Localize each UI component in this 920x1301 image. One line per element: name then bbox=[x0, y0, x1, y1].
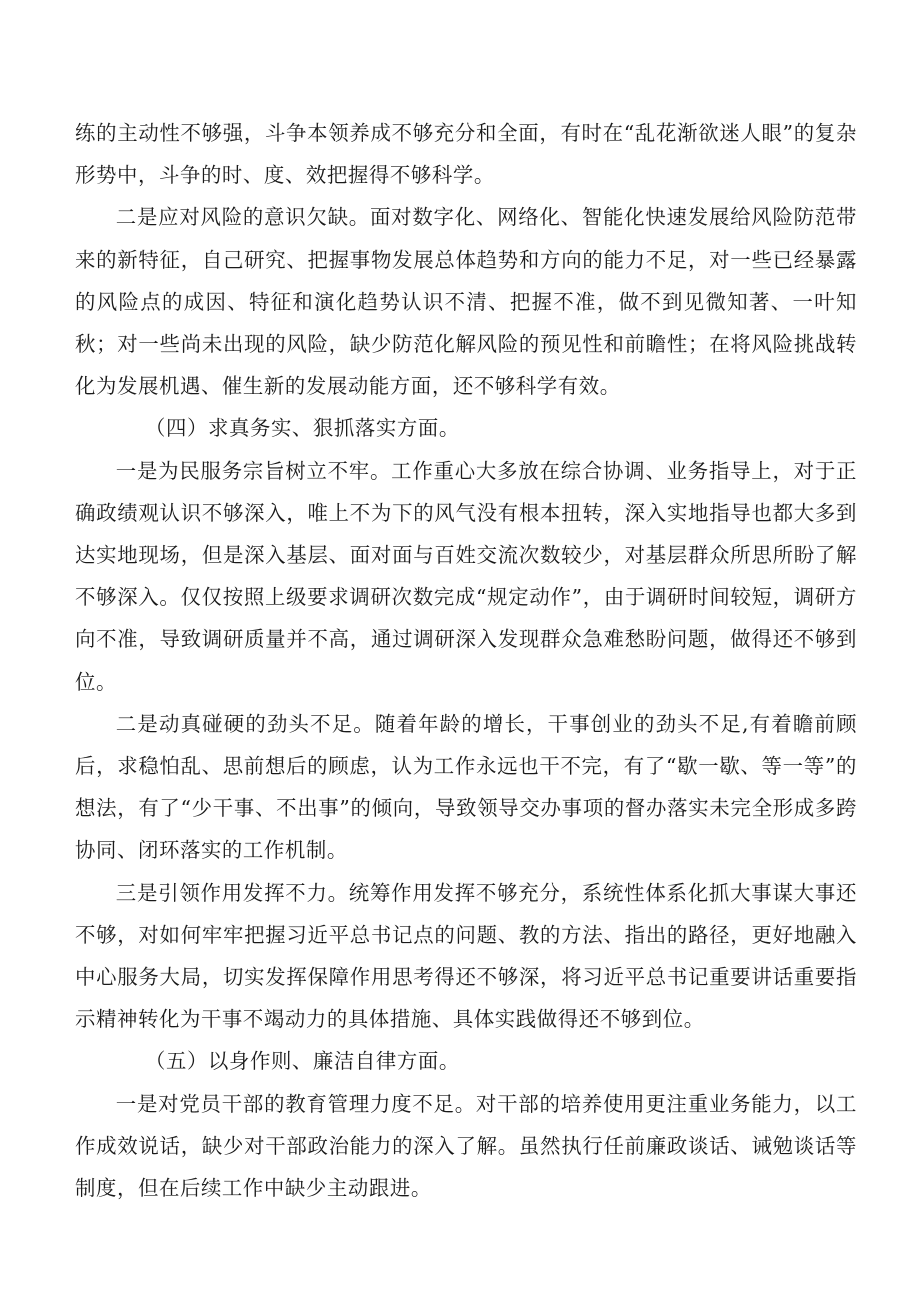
section-heading-five: （五）以身作则、廉洁自律方面。 bbox=[145, 1049, 460, 1074]
document-page bbox=[75, 112, 857, 1209]
paragraph-risk-awareness: 二是应对风险的意识欠缺。面对数字化、网络化、智能化快速发展给风险防范带来的新特征，自己研究、把握事物发展总体趋势和方向的能力不足，对一些已经暴露的风险点的成因、特征和演化趋势认识不清、把握不准，做不到见微知著、一叶知秋；对一些尚未出现的风险，缺少防范化解风险的预见性和前瞻性；在将风险挑战转化为发展机遇、催生新的发展动能方面，还不够科学有效。 bbox=[75, 205, 857, 399]
paragraph-continuation: 练的主动性不够强，斗争本领养成不够充分和全面，有时在“乱花渐欲迷人眼”的复杂形势中，斗争的时、度、效把握得不够科学。 bbox=[75, 121, 857, 188]
paragraph-drive-lacking: 二是动真碰硬的劲头不足。随着年龄的增长，干事创业的劲头不足,有着瞻前顾后，求稳怕乱、思前想后的顾虑，认为工作永远也干不完，有了“歇一歇、等一等”的想法，有了“少干事、不出事”的倾向，导致领导交办事项的督办落实未完全形成多跨协同、闭环落实的工作机制。 bbox=[75, 711, 857, 863]
paragraph-leading-role: 三是引领作用发挥不力。统筹作用发挥不够充分，系统性体系化抓大事谋大事还不够，对如何牢牢把握习近平总书记点的问题、教的方法、指出的路径，更好地融入中心服务大局，切实发挥保障作用思考得还不够深，将习近平总书记重要讲话重要指示精神转化为干事不竭动力的具体措施、具体实践做得还不够到位。 bbox=[75, 880, 857, 1032]
paragraph-cadre-management: 一是对党员干部的教育管理力度不足。对干部的培养使用更注重业务能力，以工作成效说话，缺少对干部政治能力的深入了解。虽然执行任前廉政谈话、诫勉谈话等制度，但在后续工作中缺少主动跟进。 bbox=[75, 1091, 857, 1201]
paragraph-serve-people: 一是为民服务宗旨树立不牢。工作重心大多放在综合协调、业务指导上，对于正确政绩观认识不够深入，唯上不为下的风气没有根本扭转，深入实地指导也都大多到达实地现场，但是深入基层、面对面与百姓交流次数较少，对基层群众所思所盼了解不够深入。仅仅按照上级要求调研次数完成“规定动作”，由于调研时间较短，调研方向不准，导致调研质量并不高，通过调研深入发现群众急难愁盼问题，做得还不够到位。 bbox=[75, 458, 857, 694]
section-heading-four: （四）求真务实、狠抓落实方面。 bbox=[145, 416, 460, 441]
